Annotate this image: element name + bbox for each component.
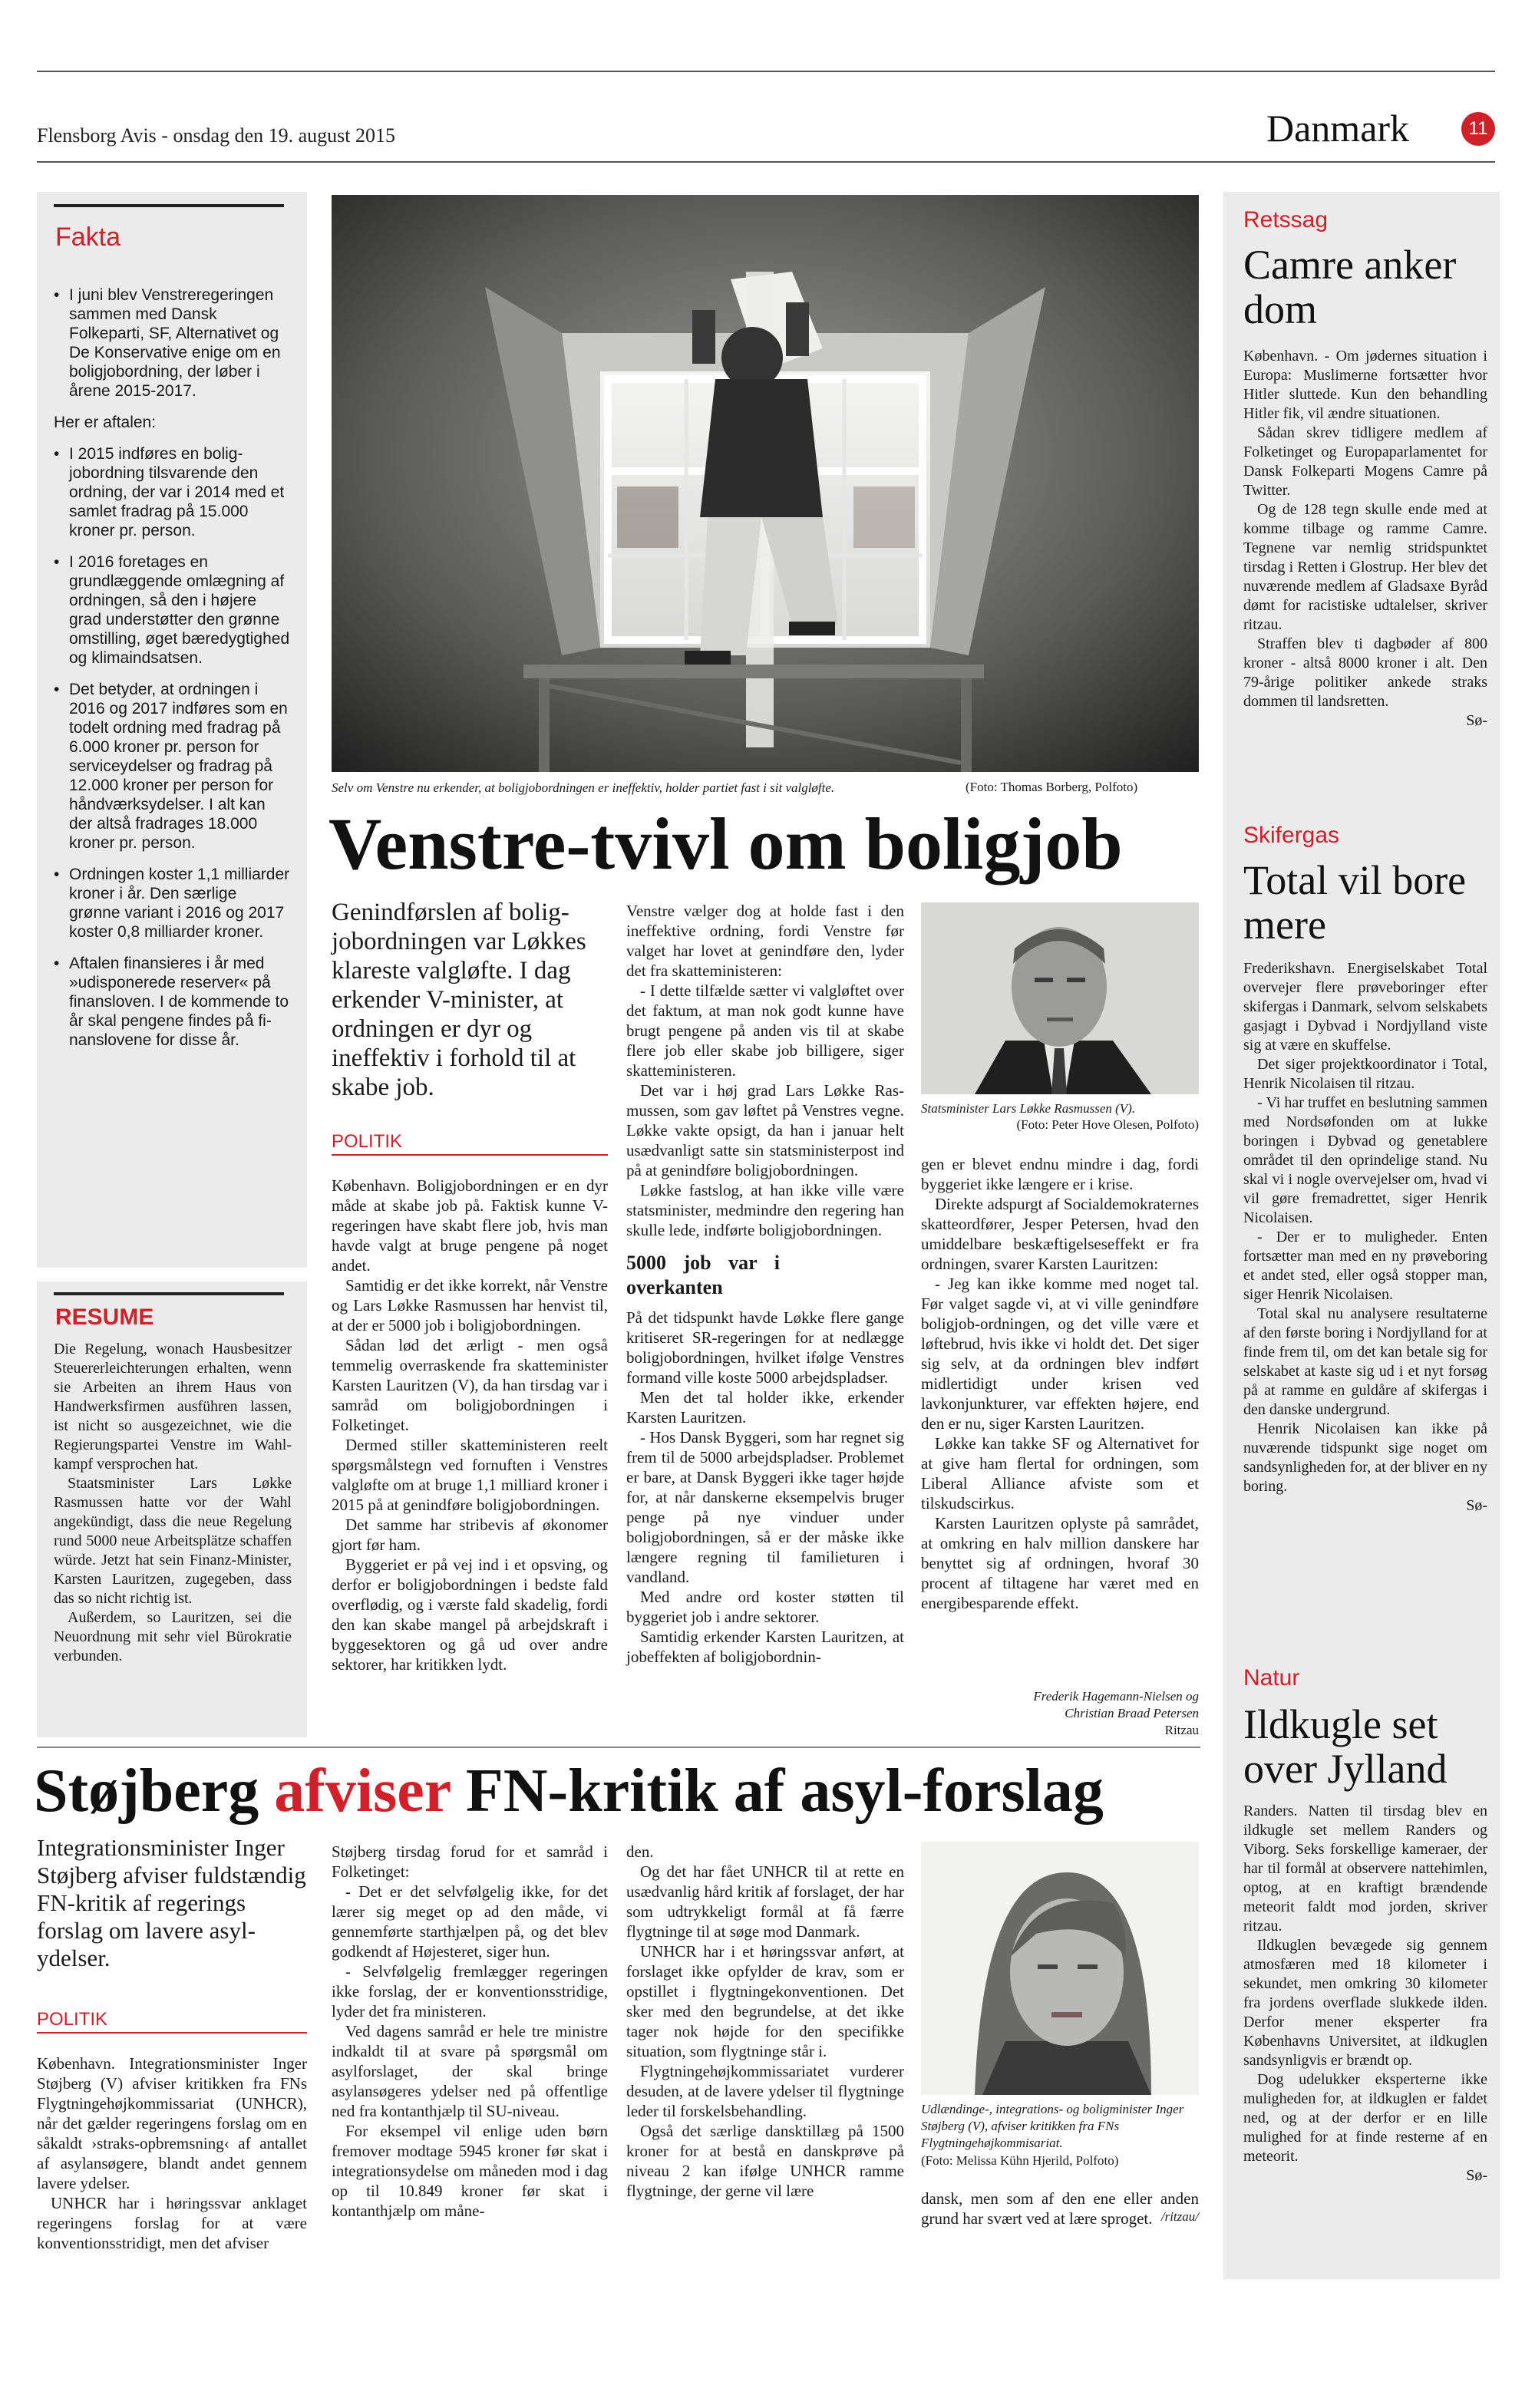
body-paragraph: Total skal nu analysere resultaterne af den første boring i Nordjylland for at finde frem til, om det kan betale sig for selskabet at kaste sig ud i et nyt forsøg på at ramme en guldåre af skifergas i den danske undergrund. xyxy=(1243,1305,1487,1418)
retssag-body xyxy=(1243,347,1487,731)
body-paragraph: På det tidspunkt havde Løkke flere gange kritiseret SR-regeringen for at nedlægge boligjobordningen, hvilket ifølge Venstres formand ville koste 5000 arbejdspladser. xyxy=(626,1308,904,1387)
resume-paragraph: Die Regelung, wonach Hausbesitzer Steuererleichterungen erhalten, wenn sie Arbeiten an ihrem Haus von Handwerksfirmen ausführen lassen, ist nicht so ausgezeichnet, wie die Regierungspartei Venstre im Wahlkampf versprochen hat. xyxy=(54,1341,292,1473)
body-paragraph: Dermed stiller skatteministeren reelt spørgsmålstegn ved fornuften i Venstres valgløfte om at bruge 1,1 milliard kroner i 2015 på at genindføre boligjobordningen. xyxy=(332,1436,608,1514)
portrait-stojberg-caption: Udlændinge-, integrations- og boligminister Inger Støjberg (V), afviser kritikken fra FNs Flygtningehøjkommisariat. xyxy=(921,2102,1184,2150)
page-number: 11 xyxy=(1468,118,1488,139)
portrait-lokke-credit: (Foto: Peter Hove Olesen, Polfoto) xyxy=(1016,1117,1199,1132)
resume-top-rule xyxy=(54,1292,284,1295)
body-paragraph: Flygtningehøjkommissariatet vurderer desuden, at de lavere ydelser til flygtninge leder til forskelsbehandling. xyxy=(626,2062,904,2120)
natur-body xyxy=(1243,1802,1487,2185)
body-paragraph: Samtidig er det ikke korrekt, når Venstre og Lars Løkke Rasmussen har henvist til, at der er 5000 job i boligjobordningen. xyxy=(332,1276,608,1334)
fakta-item: • I 2016 foretages en grundlæggende omlægning af ordningen, så den i højere grad understøtter den grønne omstilling, øget bæredygtighed og klimaindsatsen. xyxy=(54,553,292,668)
main-photo-credit: (Foto: Thomas Borberg, Polfoto) xyxy=(966,780,1138,794)
main-section-label: POLITIK xyxy=(332,1131,608,1156)
fakta-title: Fakta xyxy=(55,223,121,252)
body-paragraph: den. xyxy=(626,1842,654,1861)
byline-line: Christian Braad Petersen xyxy=(1065,1706,1199,1720)
skifergas-kicker: Skifergas xyxy=(1243,823,1340,848)
body-paragraph: Men det tal holder ikke, erkender Karsten Lauritzen. xyxy=(626,1388,904,1427)
body-paragraph: - Selvfølgelig fremlægger regeringen ikke forslag, der er konventionsstridige, lyder det fra ministeren. xyxy=(332,1962,608,2020)
body-paragraph: Og det har fået UNHCR til at rette en usædvanlig hård kritik af forslaget, der har som udtrykkeligt formål at få færre flygtninge til at søge mod Danmark. xyxy=(626,1862,904,1941)
byline-line: Ritzau xyxy=(1164,1723,1199,1737)
body-paragraph: Også det særlige dansktillæg på 1500 kroner for at bestå en danskprøve på niveau 2 kan ifølge UNHCR ramme flygtninge, der gerne vil lære xyxy=(626,2122,904,2200)
portrait-lokke-illustration xyxy=(921,902,1199,1094)
second-lede: Integrationsminister Inger Støjberg afviser fuldstændig FN-kritik af regerings forslag om lavere asyl-ydelser. xyxy=(37,1834,306,1971)
body-paragraph: Straffen blev ti dagbøder af 800 kroner - altså 8000 kroner i alt. Den 79-årige politiker ankede straks dommen til landsretten. xyxy=(1243,635,1487,710)
body-paragraph: Det samme har stribevis af økonomer gjort før ham. xyxy=(332,1516,608,1554)
section-title: Danmark xyxy=(1266,107,1410,150)
fakta-content xyxy=(54,285,292,1062)
main-photo xyxy=(332,195,1199,772)
skifergas-body xyxy=(1243,959,1487,1516)
resume-paragraph: Staatsminister Lars Løkke Rasmussen hatte vor der Wahl angekündigt, dass die neue Regelung rund 5000 neue Arbeitsplätze schaffen würde. Jetzt hat sein Finanz-Minister, Karsten Lauritzen, zugegeben, dass das so nicht richtig ist. xyxy=(54,1475,292,1607)
body-paragraph: Ildkuglen bevægede sig gennem atmosfæren med 18 kilometer i sekundet, men omkring 30 kilometer fra jordens overflade slukkede ilden. Derfor mener eksperter fra Københavns Universitet, at ildkuglen sandsynligvis er brændt op. xyxy=(1243,1937,1487,2069)
body-paragraph: Venstre vælger dog at holde fast i den ineffektive ordning, fordi Venstre før valget har lovet at genindføre den, lyder det fra skatteministeren: xyxy=(626,902,904,980)
resume-box xyxy=(37,1282,307,1737)
fakta-item: • Ordningen koster 1,1 milliarder kroner i år. Den særlige grønne variant i 2016 og 2017 koster 0,8 milliarder kroner. xyxy=(54,865,292,942)
main-photo-caption: Selv om Venstre nu erkender, at boligjobordningen er ineffektiv, holder partiet fast i sit valgløfte. xyxy=(332,780,835,795)
body-paragraph: Støjberg tirsdag forud for et samråd i Folketinget: xyxy=(332,1842,608,1881)
body-paragraph: UNHCR har i høringssvar anklaget regeringens forslag for at være konventionsstridigt, men det afviser xyxy=(37,2194,307,2252)
second-headline xyxy=(34,1753,1104,1829)
body-paragraph: København. Boligjobordningen er en dyr måde at skabe job på. Faktisk kunne V-regeringen have skabt flere job, hvis man havde valgt at bruge pengene på noget andet. xyxy=(332,1176,608,1275)
body-paragraph: Direkte adspurgt af Socialdemokraternes skatteordfører, Jesper Petersen, hvad den umiddelbare beskæftigelseseffekt er fra ordningen, svarer Karsten Lauritzen: xyxy=(921,1195,1199,1273)
second-signature: /ritzau/ xyxy=(1160,2209,1199,2224)
second-headline-red: afviser xyxy=(274,1757,451,1825)
fakta-item: • Det betyder, at ordningen i 2016 og 2017 indføres som en todelt ordning med fradrag på 6.000 kroner pr. person for serviceydelser og fradrag på 12.000 kroner per person for håndværksydelser. I alt kan der altså fradrages 18.000 kroner pr. person. xyxy=(54,680,292,853)
top-rule xyxy=(37,71,1495,72)
body-paragraph: - Det er det selvfølgelig ikke, for det lærer sig meget op ad den måde, vi gennemførte starthjælpen på, og det blev godkendt af Højesteret, siger hun. xyxy=(332,1882,608,1961)
skifergas-signature: Sø- xyxy=(1466,1497,1487,1514)
body-paragraph: Frederikshavn. Energiselskabet Total overvejer flere prøveboringer efter skifergas i Danmark, selvom selskabets gasjagt i Dybvad i Nordjylland viste sig at være en skuffelse. xyxy=(1243,960,1487,1054)
fakta-top-rule xyxy=(54,204,284,207)
paper-date: Flensborg Avis - onsdag den 19. august 2015 xyxy=(37,124,396,147)
main-headline: Venstre-tvivl om boligjob xyxy=(328,803,1123,885)
resume-paragraph: Außerdem, so Lauritzen, sei die Neuordnung mit sehr viel Bürokratie verbunden. xyxy=(54,1609,292,1664)
body-paragraph: UNHCR har i et høringssvar anført, at forslaget ikke opfylder de krav, som er opstillet i flygtningekonventionen. Det sker med den begrundelse, at det ikke tager nok højde for den specifikke situation, som flygtninge står i. xyxy=(626,1942,904,2060)
main-byline xyxy=(921,1688,1199,1739)
retssag-kicker: Retssag xyxy=(1243,207,1329,233)
body-paragraph: Løkke fastslog, at han ikke ville være statsminister, medmindre den regering han skulle lede, indførte boligjobordningen. xyxy=(626,1181,904,1239)
main-subhead: 5000 job var i overkanten xyxy=(626,1252,780,1298)
main-photo-illustration xyxy=(332,195,1199,772)
byline-line: Frederik Hagemann-Nielsen og xyxy=(1033,1689,1199,1704)
portrait-stojberg-credit: (Foto: Melissa Kühn Hjerild, Polfoto) xyxy=(921,2153,1119,2168)
body-paragraph: dansk, men som af den ene eller anden grund har svært ved at lære sproget. xyxy=(921,2189,1199,2228)
fakta-item: • I 2015 indføres en boligjobordning tilsvarende den ordning, der var i 2014 med et samlet fradrag på 15.000 kroner pr. person. xyxy=(54,444,292,540)
second-col3 xyxy=(626,1842,904,2201)
portrait-stojberg xyxy=(921,1842,1199,2095)
page-number-badge xyxy=(1461,112,1495,146)
portrait-lokke xyxy=(921,902,1199,1094)
body-paragraph: Og de 128 tegn skulle ende med at komme tilbage og ramme Camre. Tegnene var nemlig stridspunktet tirsdag i Retten i Glostrup. Her blev det nuværende medlem af Gladsaxe Byråd dømt for racistiske udtalelser, skriver ritzau. xyxy=(1243,501,1487,633)
main-lede: Genindførslen af boligjobordningen var Løkkes klareste valgløfte. I dag erkender V-minister, at ordningen er dyr og ineffektiv i forhold til at skabe job. xyxy=(332,899,586,1101)
body-paragraph: Det siger projektkoordinator i Total, Henrik Nicolaisen til ritzau. xyxy=(1243,1056,1487,1092)
body-paragraph: - Vi har truffet en beslutning sammen med Nordsøfonden om at lukke boringen i Dybvad og genetablere området til den oprindelige stand. Nu skal vi i nogle overvejelser om, hvad vi vil gøre fremadrettet, siger Henrik Nicolaisen. xyxy=(1243,1094,1487,1226)
body-paragraph: Henrik Nicolaisen kan ikke på nuværende tidspunkt sige noget om sandsynligheden for, at der bliver en ny boring. xyxy=(1243,1420,1487,1495)
body-paragraph: Sådan lød det ærligt - men også temmelig overraskende fra skatteminister Karsten Lauritzen (V), da han tirsdag var i samråd om boligjobordningen i Folketinget. xyxy=(332,1336,608,1434)
skifergas-headline: Total vil bore mere xyxy=(1243,857,1467,948)
second-section-label: POLITIK xyxy=(37,2009,307,2034)
body-paragraph: København. - Om jødernes situation i Europa: Muslimerne fortsætter hvor Hitler sluttede. Kun den behandling Hitler fik, vil ændre situationen. xyxy=(1243,348,1487,422)
portrait-stojberg-illustration xyxy=(921,1842,1199,2095)
fakta-item: • Aftalen finansieres i år med »udisponerede reserver« på finansloven. I de kommende to år skal pengene findes på finanslovene for disse år. xyxy=(54,954,292,1050)
second-col1 xyxy=(37,2053,307,2253)
second-headline-part1: Støjberg xyxy=(34,1757,259,1825)
body-paragraph: For eksempel vil enlige uden børn fremover modtage 5945 kroner før skat i integrationsydelse om måneden mod i dag op til 10.849 kroner før skat i kontanthjælp om måne- xyxy=(332,2122,608,2220)
main-col1 xyxy=(332,1176,608,1674)
second-headline-part2: FN-kritik af asyl-forslag xyxy=(465,1757,1104,1825)
body-paragraph: Dog udelukker eksperterne ikke muligheden for, at ildkuglen er faldet ned, og at der derfor er en lille mulighed for at finde resterne af en meteorit. xyxy=(1243,2071,1487,2165)
second-col2 xyxy=(332,1842,608,2221)
body-paragraph: - Der er to muligheder. Enten fortsætter man med en ny prøveboring et andet sted, eller også stopper man, siger Henrik Nicolaisen. xyxy=(1243,1229,1487,1303)
retssag-headline: Camre anker dom xyxy=(1243,242,1457,332)
natur-headline: Ildkugle set over Jylland xyxy=(1243,1701,1448,1792)
body-paragraph: Sådan skrev tidligere medlem af Folketinget og Europaparlamentet for Dansk Folkeparti Mogens Camre på Twitter. xyxy=(1243,424,1487,499)
main-col2 xyxy=(626,901,904,1667)
second-col4 xyxy=(921,2189,1199,2228)
body-paragraph: Randers. Natten til tirsdag blev en ildkugle set mellem Randers og Viborg. Seks forskellige kameraer, der har til formål at observere nattehimlen, optog, at en kraftigt brændende meteorit faldt mod jorden, skriver ritzau. xyxy=(1243,1803,1487,1935)
body-paragraph: Med andre ord koster støtten til byggeriet job i andre sektorer. xyxy=(626,1588,904,1626)
fakta-intro: • I juni blev Venstreregeringen sammen med Dansk Folkeparti, SF, Alternativet og De Konservative enige om en boligjobordning, der løber i årene 2015-2017. xyxy=(54,285,292,401)
article-separator xyxy=(37,1747,1200,1748)
body-paragraph: Det var i høj grad Lars Løkke Rasmussen, som gav løftet på Venstres vegne. Løkke vakte opsigt, da han i januar helt usædvanligt satte sin statsministerpost ind på at genindføre boligjobordningen. xyxy=(626,1081,904,1179)
body-paragraph: Byggeriet er på vej ind i et opsving, og derfor er boligjobordningen i bedste fald overflødig, og i værste fald skadelig, fordi den kan skabe mangel på arbejdskraft i byggesektoren og gå ud over andre sektorer, har kritikken lydt. xyxy=(332,1555,608,1674)
masthead-rule xyxy=(37,161,1495,163)
resume-text xyxy=(54,1340,292,1666)
fakta-aftalen-label: Her er aftalen: xyxy=(54,414,157,431)
portrait-lokke-caption: Statsminister Lars Løkke Rasmussen (V). xyxy=(921,1101,1136,1116)
fakta-box xyxy=(37,192,307,1268)
body-paragraph: Samtidig erkender Karsten Lauritzen, at jobeffekten af boligjobordnin- xyxy=(626,1628,904,1666)
body-paragraph: København. Integrationsminister Inger Støjberg (V) afviser kritikken fra FNs Flygtningehøjkommissariat (UNHCR), når det gælder regeringens forslag om en såkaldt ›straks-opbremsning‹ af antallet af asylansøgere, blandt andet gennem lavere ydelser. xyxy=(37,2054,307,2192)
body-paragraph: - I dette tilfælde sætter vi valgløftet over det faktum, at man nok godt kunne have brugt pengene på anden vis til at skabe flere job eller skabe job billigere, siger skatteministeren. xyxy=(626,981,904,1080)
main-col3 xyxy=(921,1154,1199,1613)
body-paragraph: Ved dagens samråd er hele tre ministre indkaldt til at svare på spørgsmål om asylforslaget, der skal bringe asylansøgeres ydelser ned på offentlige ned fra kontanthjælp til SU-niveau. xyxy=(332,2022,608,2120)
body-paragraph: Løkke kan takke SF og Alternativet for at give ham flertal for ordningen, som Liberal Alliance afviste som et tilskudscirkus. xyxy=(921,1434,1199,1512)
natur-signature: Sø- xyxy=(1466,2167,1487,2184)
resume-title: RESUME xyxy=(55,1305,154,1330)
body-paragraph: gen er blevet endnu mindre i dag, fordi byggeriet ikke længere er i krise. xyxy=(921,1155,1199,1193)
body-paragraph: - Jeg kan ikke komme med noget tal. Før valget sagde vi, at vi ville genindføre boligjob-ordningen, og det ville være et løftebrud, hvis ikke vi holdt det. Det siger sig selv, at da ordningen blev indført midlertidigt under krisen ved lavkonjunkturer, var effekten højere, end den er nu, siger Karsten Lauritzen. xyxy=(921,1275,1199,1433)
body-paragraph: Karsten Lauritzen oplyste på samrådet, at omkring en halv million danskere har benyttet sig af ordningen, hvoraf 30 procent af tiltagene har været med en energibesparende effekt. xyxy=(921,1514,1199,1612)
natur-kicker: Natur xyxy=(1243,1665,1300,1691)
retssag-signature: Sø- xyxy=(1466,712,1487,729)
body-paragraph: - Hos Dansk Byggeri, som har regnet sig frem til de 5000 arbejdspladser. Problemet er bare, at Dansk Byggeri ikke tager højde for, at når danskerne eksempelvis bruger penge på nye vinduer under boligjobordningen, så er der måske ikke længere regning til familieturen i vandland. xyxy=(626,1428,904,1586)
